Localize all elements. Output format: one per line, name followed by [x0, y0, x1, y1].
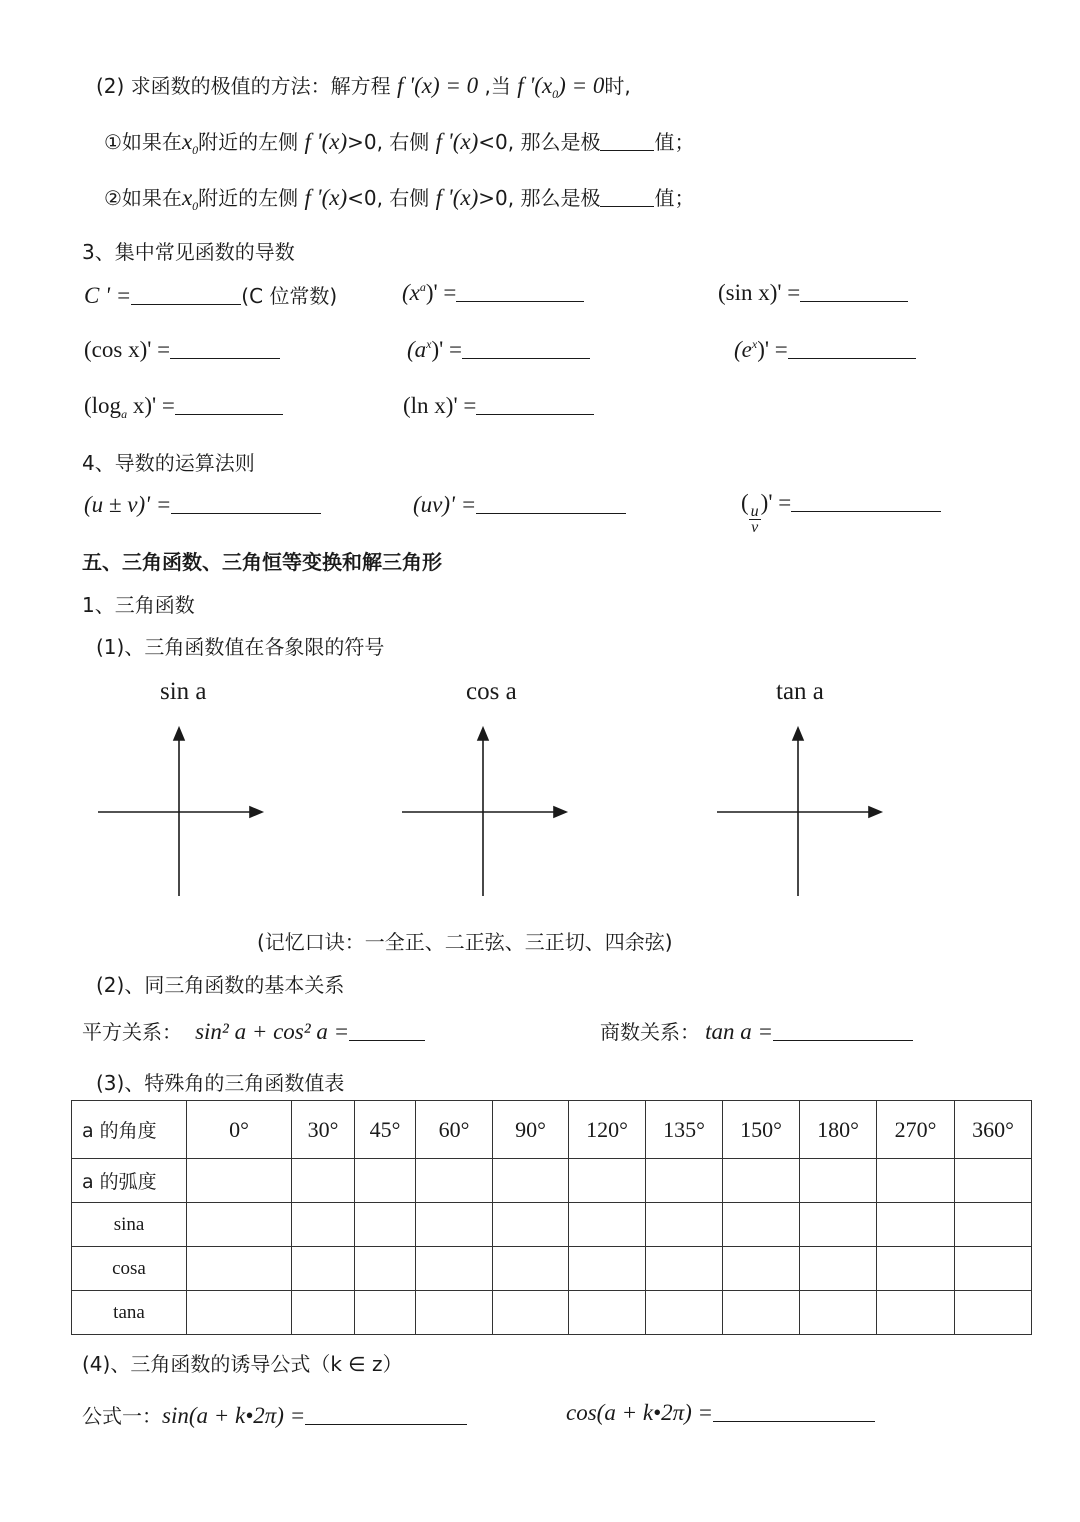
- angle-header: 45°: [355, 1101, 416, 1159]
- angle-header: 150°: [723, 1101, 800, 1159]
- derivative-cos: (cos x)' =: [84, 337, 280, 363]
- answer-cell[interactable]: [493, 1291, 569, 1335]
- derivative-power: $(x^a)'$ =: [402, 280, 584, 306]
- answer-cell[interactable]: [723, 1291, 800, 1335]
- answer-blank[interactable]: [175, 396, 283, 415]
- answer-blank[interactable]: [476, 396, 594, 415]
- answer-cell[interactable]: [646, 1291, 723, 1335]
- answer-cell[interactable]: [800, 1247, 877, 1291]
- answer-cell[interactable]: [723, 1159, 800, 1203]
- answer-cell[interactable]: [187, 1247, 292, 1291]
- angle-header: 360°: [955, 1101, 1032, 1159]
- answer-cell[interactable]: [569, 1159, 646, 1203]
- rules-heading: 4、导数的运算法则: [82, 451, 255, 475]
- answer-blank[interactable]: [462, 340, 590, 359]
- formula-one-sin: 公式一：sin(a + k•2π) =: [82, 1400, 467, 1429]
- formula-one-cos: cos(a + k•2π) =: [566, 1400, 875, 1426]
- answer-cell[interactable]: [800, 1291, 877, 1335]
- answer-blank[interactable]: [600, 132, 654, 151]
- angle-header: 30°: [292, 1101, 355, 1159]
- section-5-title: 五、三角函数、三角恒等变换和解三角形: [82, 550, 442, 574]
- answer-cell[interactable]: [187, 1203, 292, 1247]
- answer-cell[interactable]: [955, 1247, 1032, 1291]
- answer-cell[interactable]: [569, 1247, 646, 1291]
- answer-cell[interactable]: [292, 1291, 355, 1335]
- special-angles-table: [71, 1100, 1032, 1335]
- extremum-method-prefix: (2) 求函数的极值的方法：解方程: [96, 74, 391, 98]
- answer-cell[interactable]: [493, 1247, 569, 1291]
- answer-cell[interactable]: [292, 1247, 355, 1291]
- answer-cell[interactable]: [723, 1247, 800, 1291]
- derivative-exponential-e: $(e^x)'$ =: [734, 337, 916, 363]
- row-label: a 的角度: [72, 1101, 187, 1159]
- answer-blank[interactable]: [773, 1022, 913, 1041]
- answer-cell[interactable]: [646, 1247, 723, 1291]
- extremum-method-line: [96, 70, 631, 102]
- answer-blank[interactable]: [170, 340, 280, 359]
- answer-cell[interactable]: [800, 1203, 877, 1247]
- answer-cell[interactable]: [877, 1203, 955, 1247]
- answer-cell[interactable]: [355, 1159, 416, 1203]
- sin-label: sin a: [160, 678, 207, 705]
- answer-cell[interactable]: [355, 1291, 416, 1335]
- table-row: [72, 1101, 1032, 1159]
- derivative-log: ($\log_a$ x)' =: [84, 393, 283, 422]
- answer-cell[interactable]: [955, 1203, 1032, 1247]
- derivative-constant: C ' = (C 位常数): [84, 283, 338, 308]
- answer-cell[interactable]: [877, 1291, 955, 1335]
- time-text: 时,: [604, 74, 631, 98]
- answer-blank[interactable]: [788, 340, 916, 359]
- answer-cell[interactable]: [493, 1203, 569, 1247]
- answer-cell[interactable]: [955, 1159, 1032, 1203]
- answer-blank[interactable]: [131, 286, 241, 305]
- special-angles-heading: (3)、特殊角的三角函数值表: [96, 1071, 345, 1095]
- table-row: [72, 1291, 1032, 1335]
- answer-cell[interactable]: [416, 1247, 493, 1291]
- derivative-exponential-a: $(a^x)'$ =: [407, 337, 590, 363]
- derivative-sin: (sin x)' =: [718, 280, 908, 306]
- cos-label: cos a: [466, 678, 517, 705]
- mnemonic: (记忆口诀：一全正、二正弦、三正切、四余弦): [257, 930, 673, 954]
- answer-blank[interactable]: [476, 495, 626, 514]
- extremum-case-2: ②如果在$x_0$附近的左侧 f '(x)<0, 右侧 f '(x)>0, 那么是极 值；: [104, 185, 695, 213]
- answer-cell[interactable]: [355, 1203, 416, 1247]
- answer-blank[interactable]: [800, 283, 908, 302]
- row-label: tana: [72, 1291, 187, 1335]
- derivative-equation: f '(x) = 0: [397, 73, 479, 98]
- quotient-relation: 商数关系： tan a =: [600, 1016, 913, 1045]
- table-row: [72, 1159, 1032, 1203]
- row-label: cosa: [72, 1247, 187, 1291]
- row-label: a 的弧度: [72, 1159, 187, 1203]
- answer-cell[interactable]: [877, 1247, 955, 1291]
- trig-subheading: 1、三角函数: [82, 593, 195, 617]
- tan-label: tan a: [776, 678, 824, 705]
- induction-heading: (4)、三角函数的诱导公式（k ∈ z）: [82, 1352, 403, 1376]
- rule-sum: (u ± v)' =: [84, 492, 321, 518]
- answer-cell[interactable]: [292, 1159, 355, 1203]
- square-relation: 平方关系： sin² a + cos² a =: [82, 1016, 425, 1045]
- table-row: [72, 1203, 1032, 1247]
- extremum-case-1: ①如果在$x_0$附近的左侧 f '(x)>0, 右侧 f '(x)<0, 那么是极 值；: [104, 129, 695, 157]
- answer-cell[interactable]: [416, 1203, 493, 1247]
- angle-header: 270°: [877, 1101, 955, 1159]
- answer-cell[interactable]: [646, 1203, 723, 1247]
- answer-blank[interactable]: [713, 1403, 875, 1422]
- answer-cell[interactable]: [955, 1291, 1032, 1335]
- sin-axes: [98, 728, 262, 896]
- quadrant-axes: [0, 720, 1080, 910]
- answer-cell[interactable]: [800, 1159, 877, 1203]
- answer-blank[interactable]: [305, 1406, 467, 1425]
- answer-cell[interactable]: [187, 1159, 292, 1203]
- rule-product: (uv)' =: [413, 492, 626, 518]
- angle-header: 120°: [569, 1101, 646, 1159]
- tan-axes: [717, 728, 881, 896]
- answer-blank[interactable]: [791, 493, 941, 512]
- angle-header: 90°: [493, 1101, 569, 1159]
- relations-heading: (2)、同三角函数的基本关系: [96, 973, 345, 997]
- angle-header: 135°: [646, 1101, 723, 1159]
- answer-blank[interactable]: [456, 283, 584, 302]
- answer-blank[interactable]: [349, 1022, 425, 1041]
- rule-quotient: ( $\frac{u}{v}$ )' =: [741, 490, 941, 535]
- answer-cell[interactable]: [723, 1203, 800, 1247]
- answer-cell[interactable]: [569, 1291, 646, 1335]
- angle-header: 60°: [416, 1101, 493, 1159]
- critical-point-equation: f '$(x_0) = 0$: [517, 73, 605, 101]
- angle-header: 180°: [800, 1101, 877, 1159]
- answer-cell[interactable]: [187, 1291, 292, 1335]
- quadrant-signs-heading: (1)、三角函数值在各象限的符号: [96, 635, 385, 659]
- angle-header: 0°: [187, 1101, 292, 1159]
- answer-blank[interactable]: [600, 188, 654, 207]
- answer-blank[interactable]: [171, 495, 321, 514]
- answer-cell[interactable]: [416, 1291, 493, 1335]
- derivatives-heading: 3、集中常见函数的导数: [82, 240, 295, 264]
- answer-cell[interactable]: [355, 1247, 416, 1291]
- answer-cell[interactable]: [646, 1159, 723, 1203]
- when-text: ,当: [484, 74, 511, 98]
- cos-axes: [402, 728, 566, 896]
- table-row: [72, 1247, 1032, 1291]
- derivative-ln: (ln x)' =: [403, 393, 594, 419]
- row-label: sina: [72, 1203, 187, 1247]
- answer-cell[interactable]: [877, 1159, 955, 1203]
- answer-cell[interactable]: [292, 1203, 355, 1247]
- answer-cell[interactable]: [569, 1203, 646, 1247]
- answer-cell[interactable]: [416, 1159, 493, 1203]
- answer-cell[interactable]: [493, 1159, 569, 1203]
